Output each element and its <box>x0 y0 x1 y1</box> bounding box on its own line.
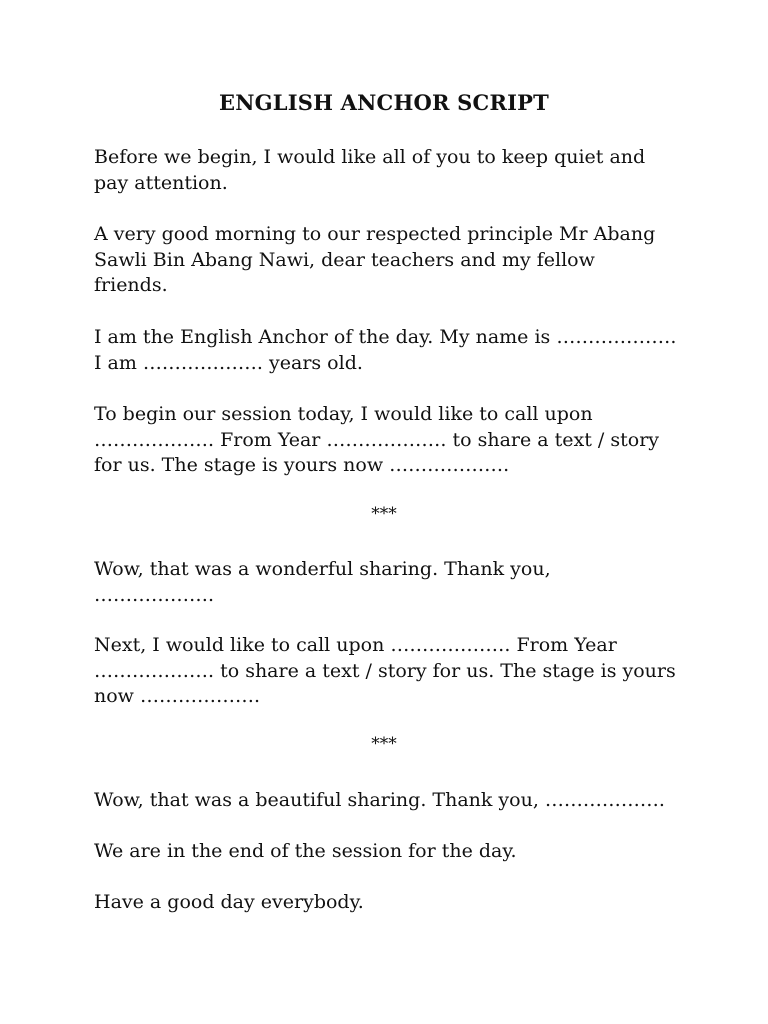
paragraph-self-intro <box>94 325 694 376</box>
paragraph-closing <box>94 839 694 865</box>
text-line: friends. <box>94 274 168 297</box>
text-line: for us. The stage is yours now ………………. <box>94 454 510 477</box>
text-line: pay attention. <box>94 171 228 194</box>
paragraph-second-thanks <box>94 788 694 814</box>
paragraph-intro <box>94 145 694 196</box>
text-line: I am ………………. years old. <box>94 351 363 374</box>
text-line: Next, I would like to call upon ………………. From Year <box>94 634 617 656</box>
text-line: ………………. <box>94 583 215 606</box>
paragraph-farewell <box>94 890 694 916</box>
section-separator: *** <box>371 734 397 754</box>
text-line: A very good morning to our respected principle Mr Abang <box>94 223 656 245</box>
text-line: Sawli Bin Abang Nawi, dear teachers and my fellow <box>94 248 595 271</box>
paragraph-greeting <box>94 222 694 299</box>
text-line: ………………. From Year ………………. to share a text / story <box>94 428 660 451</box>
text-line: We are in the end of the session for the day. <box>94 840 517 862</box>
document-title: ENGLISH ANCHOR SCRIPT <box>219 90 549 115</box>
text-line: I am the English Anchor of the day. My name is ………………. <box>94 326 677 348</box>
paragraph-first-call <box>94 402 694 479</box>
paragraph-first-thanks <box>94 557 694 608</box>
text-line: To begin our session today, I would like to call upon <box>94 403 593 425</box>
text-line: now ………………. <box>94 685 261 708</box>
text-line: Before we begin, I would like all of you to keep quiet and <box>94 146 646 168</box>
text-line: Wow, that was a wonderful sharing. Thank you, <box>94 558 551 580</box>
text-line: ………………. to share a text / story for us. The stage is yours <box>94 659 676 682</box>
text-line: Have a good day everybody. <box>94 891 364 913</box>
section-separator: *** <box>371 504 397 524</box>
text-line: Wow, that was a beautiful sharing. Thank you, ………………. <box>94 789 665 811</box>
paragraph-second-call <box>94 633 694 710</box>
